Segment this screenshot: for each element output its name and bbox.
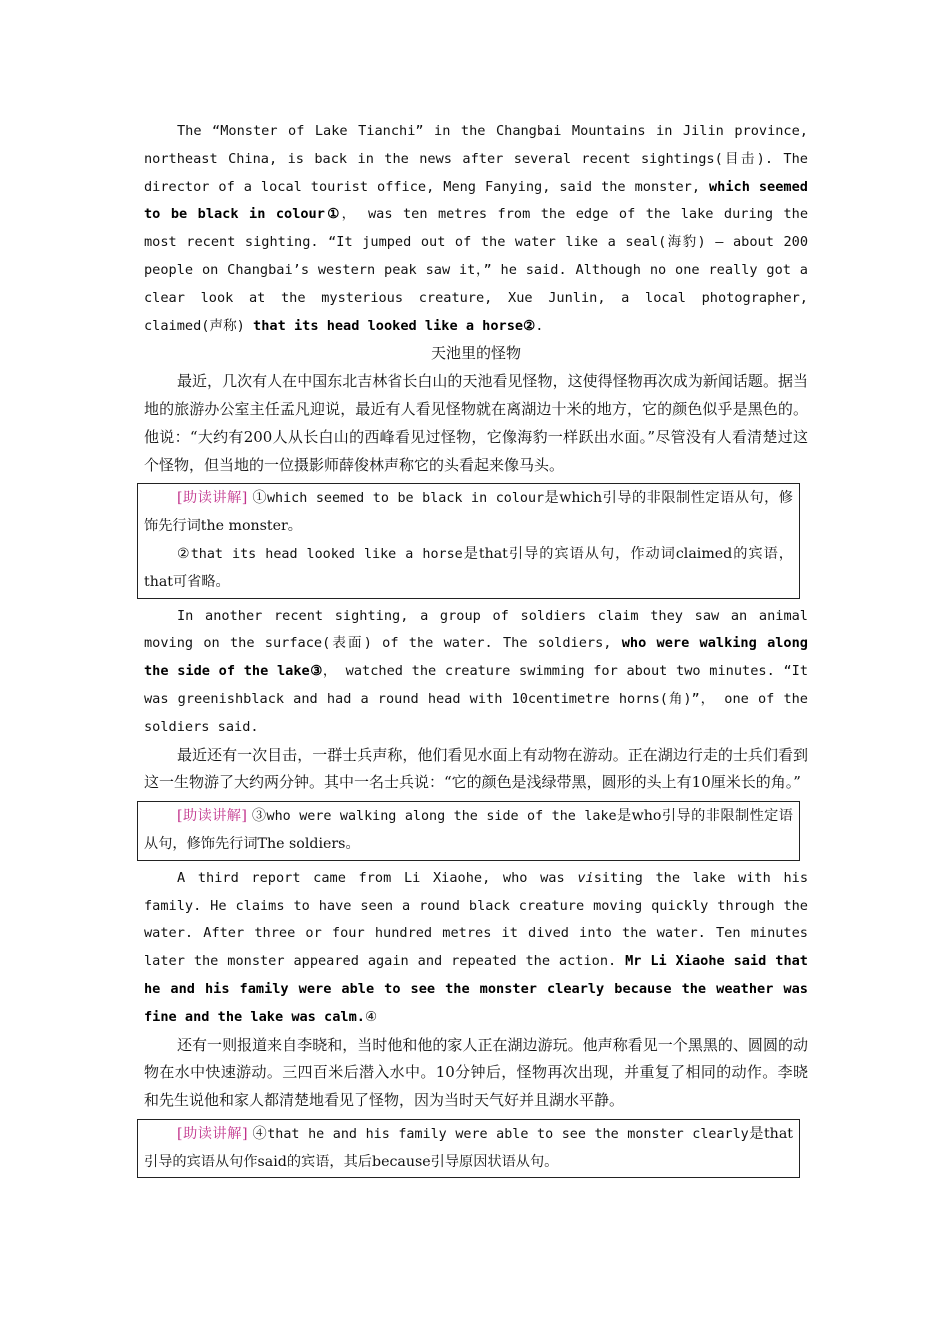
note-tag: [助读讲解]: [177, 1125, 248, 1142]
p3-text-a: A third report came from Li Xiaohe, who was: [177, 869, 578, 886]
note-box-1: [137, 483, 800, 598]
p1-text-c: ， was ten metres from the edge of the lake during the most recent sighting. “It jumped out of the water like a seal(海豹) — about 200 people on Changbai’s western peak saw it，” he said. Although no one really got a clear look at the mysterious creature, Xue Junlin, a local photographer, claimed(声称): [144, 206, 809, 334]
p3-text-a2: siting the lake with his family. He claims to have seen a round black creature moving quickly through the water. After three or four hundred metres it dived into the water. Ten minutes later the monster appeared again and repeated the action.: [144, 869, 808, 970]
note-2-phrase: who were walking along the side of the lake: [266, 809, 617, 825]
p2-text-a: In another recent sighting, a group of soldiers claim they saw an animal moving on the surface(表面) of the water. The soldiers,: [144, 607, 808, 652]
note-2-explain: 是who引导的非限制性定语从句，修饰先行词The soldiers。: [144, 808, 793, 852]
note-1-phrase-1: which seemed to be black in colour: [267, 491, 545, 507]
note-1-explain-2: 是that引导的宾语从句，作动词claimed的宾语，that可省略。: [144, 545, 793, 590]
p3-marker: ④: [364, 1008, 378, 1025]
note-2-marker: ③: [251, 808, 267, 825]
note-1-phrase-2: that its head looked like a horse: [190, 546, 463, 562]
note-3-explain: 是that引导的宾语从句作said的宾语，其后because引导原因状语从句。: [144, 1125, 793, 1170]
note-3-line: [144, 1121, 793, 1177]
note-1-line-1: [144, 485, 793, 541]
p2-highlight: who were walking along the side of the lake③: [144, 635, 808, 680]
p1-text-a: The “Monster of Lake Tianchi” in the Changbai Mountains in Jilin province, northeast China, is back in the news after several recent sightings(目击). The director of a local tourist office, Meng Fanying, said the monster,: [144, 123, 808, 195]
english-paragraph-1: [144, 118, 808, 340]
note-1-line-2: [144, 541, 793, 597]
p2-text-c: ， watched the creature swimming for about two minutes. “It was greenishblack and had a round head with 10centimetre horns(角)”， one of the soldiers said.: [144, 663, 808, 735]
note-1-marker-1: ①: [252, 490, 267, 507]
note-tag: [助读讲解]: [177, 808, 247, 825]
chinese-paragraph-3: 还有一则报道来自李晓和，当时他和他的家人正在湖边游玩。他声称看见一个黑黑的、圆圆的动物在水中快速游动。三四百米后潜入水中。10分钟后，怪物再次出现，并重复了相同的动作。李晓和先生说他和家人都清楚地看见了怪物，因为当时天气好并且湖水平静。: [144, 1035, 808, 1110]
note-box-3: [137, 1119, 800, 1179]
p3-italic: vi: [577, 869, 594, 886]
p3-highlight: Mr Li Xiaohe said that he and his family were able to see the monster clearly because the weather was fine and the lake was calm.: [144, 953, 808, 1025]
p1-text-d: .: [535, 317, 544, 334]
chinese-paragraph-1: 最近，几次有人在中国东北吉林省长白山的天池看见怪物，这使得怪物再次成为新闻话题。据当地的旅游办公室主任孟凡迎说，最近有人看见怪物就在离湖边十米的地方，它的颜色似乎是黑色的。他说：“大约有200人从长白山的西峰看见过怪物，它像海豹一样跃出水面。”尽管没有人看清楚过这个怪物，但当地的一位摄影师薛俊林声称它的头看起来像马头。: [144, 372, 808, 474]
note-1-marker-2: ②: [177, 545, 191, 562]
note-tag: [助读讲解]: [177, 490, 248, 507]
note-box-2: [137, 801, 800, 861]
english-paragraph-3: [144, 865, 808, 1032]
article: [144, 118, 808, 1182]
note-1-explain-1: 是which引导的非限制性定语从句，修饰先行词the monster。: [144, 490, 793, 535]
note-3-phrase: that he and his family were able to see the monster clearly: [267, 1126, 749, 1142]
chinese-paragraph-2: 最近还有一次目击，一群士兵声称，他们看见水面上有动物在游动。正在湖边行走的士兵们看到这一生物游了大约两分钟。其中一名士兵说：“它的颜色是浅绿带黑，圆形的头上有10厘米长的角。”: [144, 745, 808, 792]
note-2-line: [144, 803, 793, 859]
p1-highlight-1: which seemed to be black in colour①: [144, 178, 808, 223]
english-paragraph-2: [144, 603, 808, 742]
chinese-title: 天池里的怪物: [430, 344, 521, 363]
p1-highlight-2: that its head looked like a horse②: [253, 317, 536, 334]
note-3-marker: ④: [252, 1125, 268, 1142]
